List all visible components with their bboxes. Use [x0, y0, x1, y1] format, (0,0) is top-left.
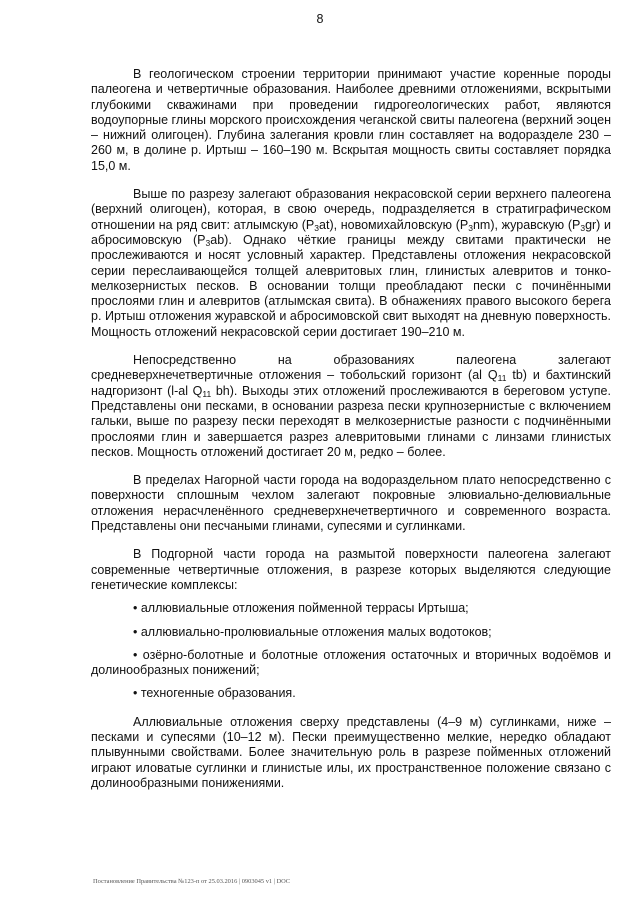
subscript: 11: [497, 373, 507, 384]
subscript: 3: [580, 222, 586, 233]
document-body: [91, 67, 611, 804]
text-run: Непосредственно на образованиях палеогена залегают средневерхнечетвертичные отложения – тобольский горизонт (al Q: [91, 353, 611, 383]
text-run: bh). Выходы этих отложений прослеживаются в береговом уступе. Представлены они песками, в основании разреза пески крупнозернистые с включением гальки, выше по разрезу пески переходят в мелкозернистые разности с подчинёнными прослоями глин и завершается разрез алевритовыми глинами с линзами глинистых песков. Мощность отложений достигает 20 м, редко – более.: [91, 383, 611, 459]
paragraph-alluvial-deposits: Аллювиальные отложения сверху представлены (4–9 м) суглинками, ниже – песками и супесями (10–12 м). Пески преимущественно мелкие, нередко обладают плывунными свойствами. Более значительную роль в разрезе пойменных отложений играют иловатые суглинки и глинистые илы, их пространственное положение связано с долинообразными понижениями.: [91, 714, 611, 790]
text-run: ab). Однако чёткие границы между свитами практически не прослеживаются и носят условный характер. Представлены отложения некрасовской серии переслаивающейся толщей алевритовых глин, глинистых алевритов и тонко-мелкозернистых песков. В основании толщи преобладают пески с починёнными прослоями глин и алевритов (атлымская свита). В обнажениях правого высокого берега р. Иртыш отложения журавской и абросимовской свит выходят на дневную поверхность. Мощность отложений некрасовской серии достигает 190–210 м.: [91, 232, 611, 339]
text-run: nm), журавскую (P: [472, 217, 581, 232]
paragraph-nagornaya-part: В пределах Нагорной части города на водораздельном плато непосредственно с поверхности сплошным чехлом залегают покровные элювиально-делювиальные отложения нерасчленённого средневерхнечетвертичного и современного возраста. Представлены они песчаными глинами, супесями и суглинками.: [91, 473, 611, 534]
page-number: 8: [316, 12, 324, 26]
text-run: tb) и бахтинский надгоризонт (l-al Q: [91, 368, 611, 398]
paragraph-podgornaya-part: В Подгорной части города на размытой поверхности палеогена залегают современные четвертичные отложения, в разрезе которых выделяются следующие генетические комплексы:: [91, 547, 611, 592]
list-item: • аллювиальные отложения пойменной террасы Иртыша;: [133, 601, 469, 616]
text-run: at), новомихайловскую (P: [319, 217, 469, 232]
subscript: 3: [314, 222, 320, 233]
subscript: 3: [468, 222, 473, 233]
list-item: • аллювиально-пролювиальные отложения малых водотоков;: [133, 624, 492, 639]
paragraph-nekrasov-series: [91, 187, 611, 340]
subscript: 3: [205, 237, 211, 248]
document-footer: Постановление Правительства №123-п от 25.03.2016 | 0903045 v1 | DOC: [93, 878, 291, 885]
list-item: • техногенные образования.: [133, 686, 296, 701]
text-run: Выше по разрезу залегают образования некрасовской серии верхнего палеогена (верхний олигоцен), которая, в свою очередь, подразделяется в стратиграфическом отношении на ряд свит: атлымскую (P: [91, 187, 611, 232]
list-item: • озёрно-болотные и болотные отложения остаточных и вторичных водоёмов и долинообразных понижений;: [91, 647, 611, 678]
text-run: gr) и абросимовскую (P: [91, 217, 611, 247]
paragraph-quaternary-deposits: [91, 353, 611, 460]
subscript: 11: [202, 388, 212, 399]
paragraph-geology-intro: В геологическом строении территории принимают участие коренные породы палеогена и четвертичные образования. Наиболее древними отложениями, вскрытыми глубокими скважинами при проведении гидрогеологических работ, являются водоупорные глины морского происхождения чеганской свиты палеогена (верхний эоцен – нижний олигоцен). Глубина залегания кровли глин составляет на водоразделе 230 – 260 м, в долине р. Иртыш – 160–190 м. Вскрытая мощность свиты составляет порядка 15,0 м.: [91, 67, 611, 173]
